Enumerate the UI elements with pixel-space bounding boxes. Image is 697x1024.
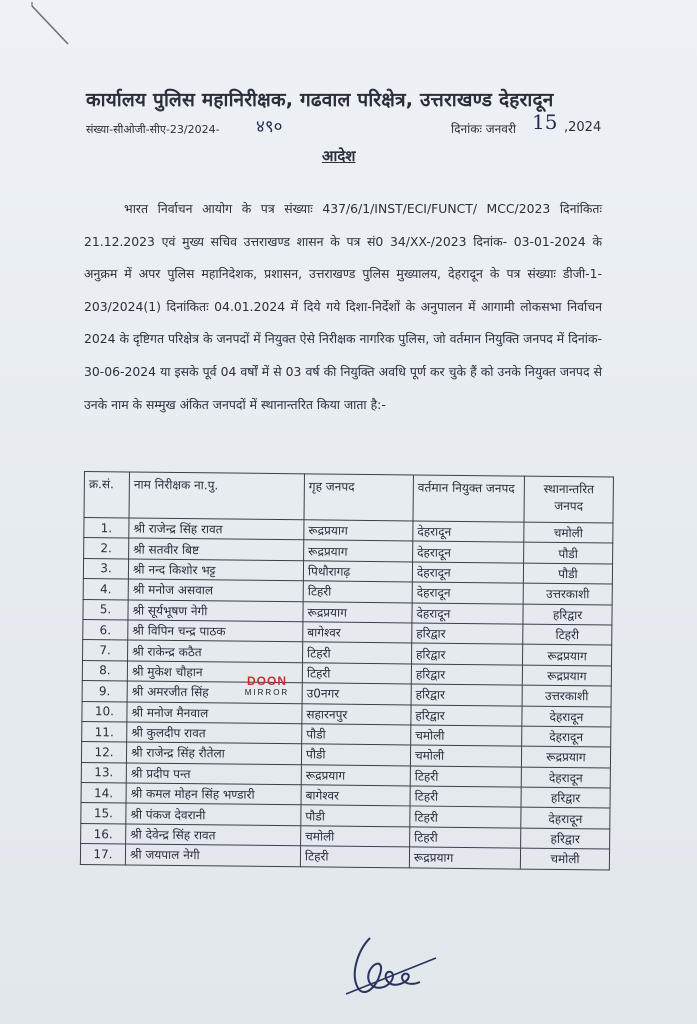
watermark-line1: DOON [247,674,287,688]
home-district-cell: सहारनपुर [302,703,411,725]
home-district-cell: बागेश्वर [301,785,410,807]
header-current-district: वर्तमान नियुक्त जनपद [413,475,524,522]
transfer-table [80,471,614,870]
serial-cell: 8. [82,660,127,681]
transferred-district-cell: उत्तरकाशी [522,685,611,706]
header-serial: क्र.सं. [84,472,129,518]
transferred-district-cell: चमोली [524,522,613,543]
transferred-district-cell: हरिद्वार [521,828,610,849]
inspector-name-cell: श्री सतवीर बिष्ट [129,538,304,560]
transferred-district-cell: रूद्रप्रयाग [521,746,610,767]
home-district-cell: रूद्रप्रयाग [304,520,413,542]
inspector-name-cell: श्री नन्द किशोर भट्ट [128,559,303,581]
transferred-district-cell: टिहरी [523,624,612,645]
date-year: ,2024 [564,120,602,135]
office-name: कार्यालय पुलिस महानिरीक्षक, गढवाल परिक्षेत्र, उत्तराखण्ड देहरादून [86,89,554,111]
inspector-name-cell: श्री सूर्यभूषण नेगी [128,600,303,622]
serial-cell: 9. [82,681,127,702]
reference-number-handwritten: ४९० [256,117,283,137]
transferred-district-cell: रूद्रप्रयाग [522,665,611,686]
current-district-cell: टिहरी [410,827,521,849]
transferred-district-cell: देहरादून [521,808,610,829]
current-district-cell: हरिद्वार [412,643,523,665]
home-district-cell: पौडी [302,724,411,746]
current-district-cell: देहरादून [413,521,524,543]
serial-cell: 7. [83,640,128,661]
current-district-cell: हरिद्वार [411,684,522,706]
serial-cell: 2. [84,538,129,559]
serial-cell: 16. [81,823,126,844]
serial-cell: 10. [82,701,127,722]
inspector-name-cell: श्री देवेन्द्र सिंह रावत [126,824,301,846]
serial-cell: 3. [83,558,128,579]
current-district-cell: टिहरी [410,766,521,788]
signature [340,930,440,1002]
home-district-cell: रूद्रप्रयाग [301,764,410,786]
inspector-name-cell: श्री प्रदीप पन्त [126,763,301,785]
transferred-district-cell: देहरादून [522,726,611,747]
watermark-line2: MIRROR [244,688,290,697]
current-district-cell: देहरादून [412,562,523,584]
table-header-row [84,472,613,524]
header-transferred-district: स्थानान्तरित जनपद [524,476,613,523]
header-home-district: गृह जनपद [304,474,413,521]
transferred-district-cell: चमोली [520,848,609,869]
pen-stroke-mark [28,0,72,48]
home-district-cell: टिहरी [300,846,409,868]
inspector-name-cell: श्री राजेन्द्र सिंह रौतेला [126,742,301,764]
serial-cell: 4. [83,579,128,600]
current-district-cell: टिहरी [410,806,521,828]
current-district-cell: हरिद्वार [411,664,522,686]
inspector-name-cell: श्री राकेन्द्र कठैत [128,640,303,662]
current-district-cell: देहरादून [413,541,524,563]
transferred-district-cell: देहरादून [522,706,611,727]
current-district-cell: चमोली [410,745,521,767]
inspector-name-cell: श्री जयपाल नेगी [125,844,300,866]
table-row [80,844,609,870]
serial-cell: 13. [81,762,126,783]
serial-cell: 17. [80,844,125,865]
inspector-name-cell: श्री अमरजीत सिंह [127,681,302,703]
serial-cell: 14. [81,783,126,804]
current-district-cell: देहरादून [412,603,523,625]
transferred-district-cell: उत्तरकाशी [523,583,612,604]
inspector-name-cell: श्री कुलदीप रावत [127,722,302,744]
transferred-district-cell: रूद्रप्रयाग [522,644,611,665]
home-district-cell: रूद्रप्रयाग [303,601,412,623]
reference-label: संख्या-सीओजी-सीए-23/2024- [86,123,220,136]
reference-line [86,110,646,138]
home-district-cell: पौडी [301,744,410,766]
current-district-cell: हरिद्वार [412,623,523,645]
letterhead [86,86,646,138]
home-district-cell: टिहरी [303,642,412,664]
inspector-name-cell: श्री मुकेश चौहान [127,661,302,683]
order-body-paragraph: भारत निर्वाचन आयोग के पत्र संख्याः 437/6/1/INST/ECI/FUNCT/ MCC/2023 दिनांकितः 21.12.2023 एवं मुख्य सचिव उत्तराखण्ड शासन के पत्र सं0 34/XX-/2023 दिनांक- 03-01-2024 के अनुक्रम में अपर पुलिस महानिदेशक, प्रशासन, उत्तराखण्ड पुलिस मुख्यालय, देहरादून के पत्र संख्याः डीजी-1-203/2024(1) दिनांकितः 04.01.2024 में दिये गये दिशा-निर्देशों के अनुपालन में आगामी लोकसभा निर्वाचन 2024 के दृष्टिगत परिक्षेत्र के जनपदों में नियुक्त ऐसे निरीक्षक नागरिक पुलिस, जो वर्तमान नियुक्ति जनपद में दिनांक- 30-06-2024 या इसके पूर्व 04 वर्षों में से 03 वर्ष की नियुक्ति अवधि पूर्ण कर चुके हैं को उनके नियुक्त जनपद से उनके नाम के सम्मुख अंकित जनपदों में स्थानान्तरित किया जाता है:- [84,201,602,412]
table-body [80,518,613,870]
doon-mirror-watermark [238,676,296,698]
home-district-cell: टिहरी [302,663,411,685]
inspector-name-cell: श्री विपिन चन्द्र पाठक [128,620,303,642]
home-district-cell: पौडी [301,805,410,827]
serial-cell: 11. [82,721,127,742]
transferred-district-cell: हरिद्वार [521,787,610,808]
serial-cell: 15. [81,803,126,824]
serial-cell: 12. [81,742,126,763]
serial-cell: 5. [83,599,128,620]
serial-cell: 6. [83,619,128,640]
transferred-district-cell: देहरादून [521,767,610,788]
inspector-name-cell: श्री मनोज मैनवाल [127,701,302,723]
home-district-cell: रूद्रप्रयाग [304,540,413,562]
date-day-handwritten: 15 [532,110,558,134]
serial-cell: 1. [84,518,129,539]
inspector-name-cell: श्री मनोज असवाल [128,579,303,601]
current-district-cell: देहरादून [412,582,523,604]
transferred-district-cell: पौडी [523,563,612,584]
transferred-district-cell: हरिद्वार [523,604,612,625]
home-district-cell: चमोली [301,826,410,848]
date-label: दिनांकः जनवरी [451,122,516,136]
transferred-district-cell: पौडी [524,542,613,563]
home-district-cell: उ0नगर [302,683,411,705]
order-title: आदेश [322,147,356,165]
home-district-cell: पिथौरागढ़ [303,561,412,583]
current-district-cell: टिहरी [410,786,521,808]
home-district-cell: बागेश्वर [303,622,412,644]
current-district-cell: रूद्रप्रयाग [409,847,520,869]
current-district-cell: हरिद्वार [411,704,522,726]
home-district-cell: टिहरी [303,581,412,603]
inspector-name-cell: श्री कमल मोहन सिंह भण्डारी [126,783,301,805]
header-inspector-name: नाम निरीक्षक ना.पु. [129,472,304,520]
current-district-cell: चमोली [411,725,522,747]
inspector-name-cell: श्री पंकज देवरानी [126,803,301,825]
inspector-name-cell: श्री राजेन्द्र सिंह रावत [129,518,304,540]
